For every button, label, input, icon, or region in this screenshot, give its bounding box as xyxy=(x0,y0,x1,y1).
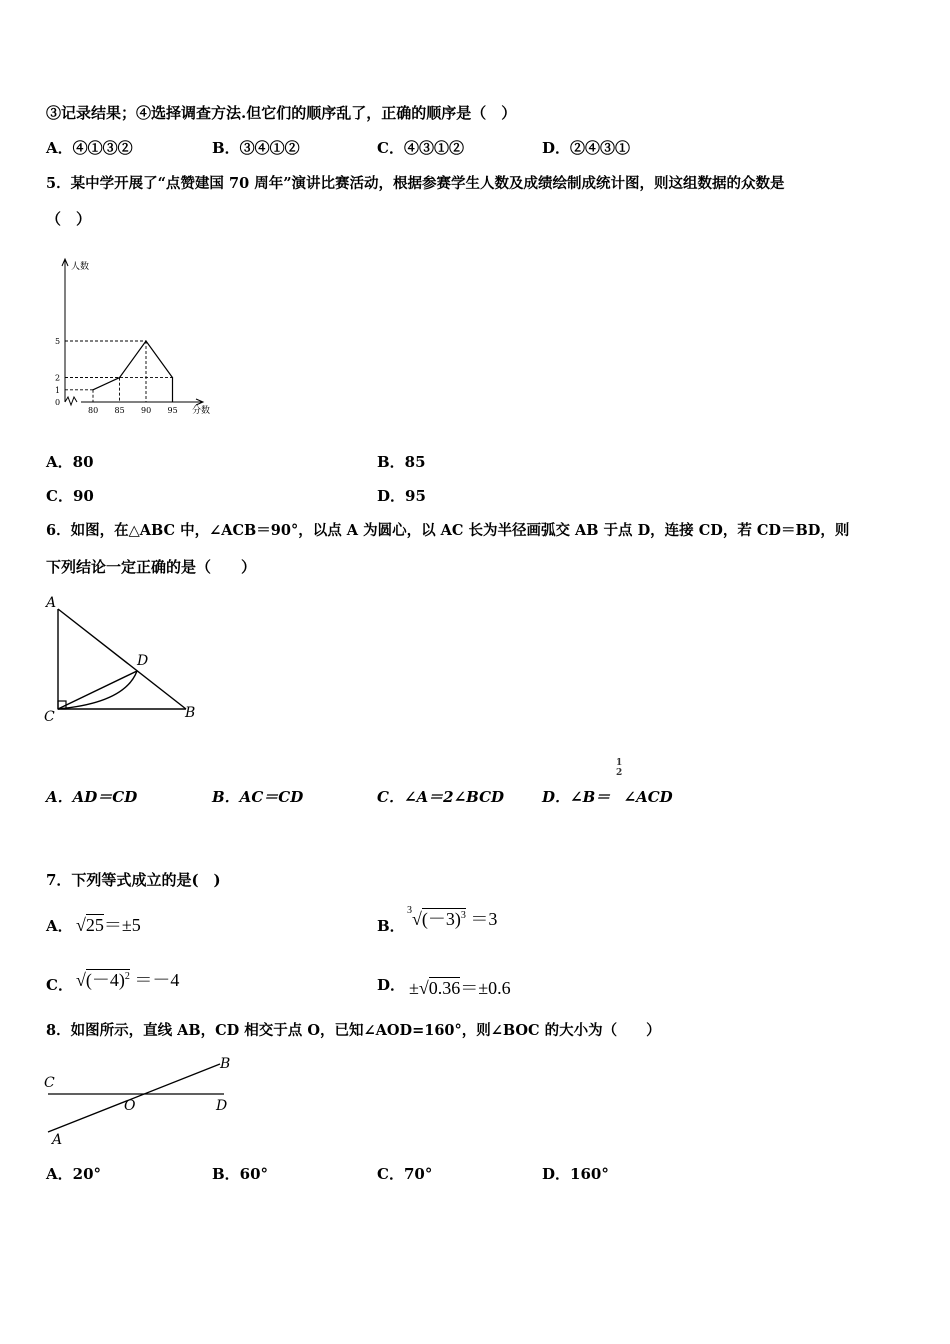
q7-c-label: C． xyxy=(46,976,73,994)
q6-option-d-tail: ∠ACD xyxy=(623,788,673,806)
q5-option-b[interactable]: B．85 xyxy=(377,453,426,471)
q7-a-radicand: 25 xyxy=(85,915,104,935)
fraction-denominator: 2 xyxy=(616,768,623,778)
segment-cd xyxy=(58,671,137,709)
x-tick-label: 80 xyxy=(88,406,99,415)
q7-d-radicand: 0.36 xyxy=(428,978,461,998)
q5-line-chart xyxy=(40,255,240,420)
q5-stem: 5．某中学开展了“点赞建国 70 周年”演讲比赛活动，根据参赛学生人数及成绩绘制成统计图，则这组数据的众数是 xyxy=(46,175,785,192)
q7-c-exponent: 2 xyxy=(124,971,130,982)
q4-option-b[interactable]: B．③④①② xyxy=(212,139,300,157)
y-axis-label: 人数 xyxy=(71,262,90,272)
label-c: C xyxy=(44,1075,55,1091)
q5-option-c[interactable]: C．90 xyxy=(46,487,94,505)
label-o: O xyxy=(124,1098,136,1114)
q6-option-b[interactable]: B．AC＝CD xyxy=(212,788,304,806)
y-tick-label: 2 xyxy=(55,373,61,383)
q7-option-d[interactable] xyxy=(377,974,511,998)
cube-root-icon: √ xyxy=(412,909,422,929)
q7-b-label: B． xyxy=(377,917,405,935)
q4-option-d[interactable]: D．②④③① xyxy=(542,139,631,157)
data-point xyxy=(92,389,93,390)
x-axis-label: 分数 xyxy=(192,406,211,416)
q6-stem: 6．如图，在△ABC 中，∠ACB＝90°，以点 A 为圆心，以 AC 长为半径画弧交 AB 于点 D，连接 CD，若 CD＝BD，则 xyxy=(46,522,850,539)
label-d: D xyxy=(137,653,149,669)
data-point xyxy=(145,340,146,341)
q4-option-a[interactable]: A．④①③② xyxy=(46,139,133,157)
q7-b-rhs: ＝3 xyxy=(470,909,498,929)
q7-d-pm: ± xyxy=(409,978,419,998)
q7-b-index: 3 xyxy=(407,905,412,916)
q7-option-b[interactable] xyxy=(377,905,498,936)
q7-a-rhs: ＝±5 xyxy=(103,915,141,935)
q7-d-rhs: ＝±0.6 xyxy=(460,978,511,998)
x-tick-label: 95 xyxy=(167,406,178,415)
q7-option-c[interactable] xyxy=(46,970,180,995)
q4-option-c[interactable]: C．④③①② xyxy=(377,139,464,157)
y-tick-label: 5 xyxy=(55,337,61,346)
sqrt-icon: √ xyxy=(76,915,86,935)
q5-option-d[interactable]: D．95 xyxy=(377,487,426,505)
q6-stem-cont: 下列结论一定正确的是（ ） xyxy=(46,558,257,576)
q6-option-c[interactable]: C．∠A＝2∠BCD xyxy=(377,788,505,806)
q6-option-d-text: D．∠B＝ xyxy=(542,788,611,806)
q8-stem: 8．如图所示，直线 AB，CD 相交于点 O，已知∠AOD=160°，则∠BOC 的大小为（ ） xyxy=(46,1022,661,1039)
q6-option-d[interactable] xyxy=(542,758,673,807)
data-point xyxy=(119,377,120,378)
q7-b-exponent: 3 xyxy=(460,910,466,921)
y-tick-label: 1 xyxy=(55,385,61,395)
q8-option-a[interactable]: A．20° xyxy=(46,1165,102,1183)
q7-a-label: A． xyxy=(46,917,73,935)
label-b: B xyxy=(185,705,196,721)
q7-c-rhs: ＝－4 xyxy=(134,970,180,990)
q7-c-radicand: (－4) xyxy=(85,970,125,990)
y-tick-label: 0 xyxy=(55,398,61,407)
label-c: C xyxy=(44,709,55,725)
q7-b-radicand: (－3) xyxy=(421,909,461,929)
sqrt-icon: √ xyxy=(76,970,86,990)
q7-d-label: D． xyxy=(377,976,406,994)
data-point xyxy=(172,377,173,378)
axis-break-zigzag xyxy=(65,397,77,405)
q4-continuation: ③记录结果；④选择调查方法.但它们的顺序乱了，正确的顺序是（ ） xyxy=(46,104,517,122)
q5-stem-paren: （ ） xyxy=(46,210,92,228)
sqrt-icon: √ xyxy=(418,978,429,998)
label-a: A xyxy=(52,1132,63,1148)
q8-option-d[interactable]: D．160° xyxy=(542,1165,609,1183)
q5-option-a[interactable]: A．80 xyxy=(46,453,94,471)
q7-option-a[interactable] xyxy=(46,915,141,936)
x-tick-label: 85 xyxy=(114,406,125,415)
q6-option-a[interactable]: A．AD＝CD xyxy=(46,788,138,806)
q8-intersecting-lines-figure xyxy=(40,1050,240,1150)
q7-stem: 7．下列等式成立的是( ) xyxy=(46,871,221,889)
label-b: B xyxy=(220,1056,231,1072)
label-d: D xyxy=(216,1098,228,1114)
q6-option-d-fraction xyxy=(616,758,622,778)
fraction-numerator: 1 xyxy=(616,758,623,768)
segment-ab xyxy=(58,609,186,709)
x-tick-label: 90 xyxy=(141,406,152,415)
q8-option-c[interactable]: C．70° xyxy=(377,1165,433,1183)
q8-option-b[interactable]: B．60° xyxy=(212,1165,269,1183)
q6-triangle-figure xyxy=(40,595,210,725)
label-a: A xyxy=(46,595,57,611)
series-line xyxy=(93,341,173,390)
